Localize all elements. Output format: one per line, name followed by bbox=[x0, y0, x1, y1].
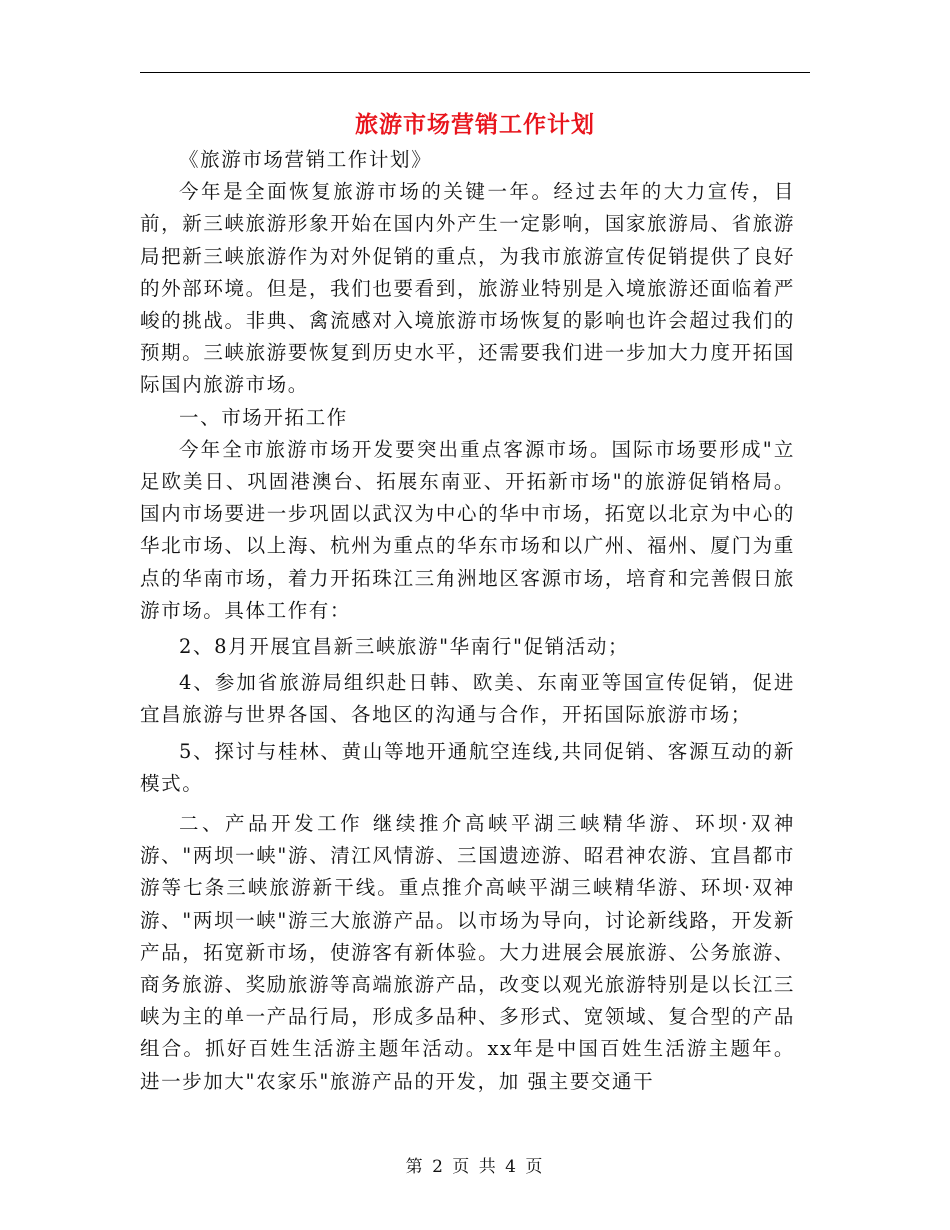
document-title: 旅游市场营销工作计划 bbox=[355, 111, 595, 138]
section-heading-market: 一、市场开拓工作 bbox=[179, 405, 348, 429]
paragraph-market: 今年全市旅游市场开发要突出重点客源市场。国际市场要形成"立足欧美日、巩固港澳台、拓展东南亚、开拓新市场"的旅游促销格局。国内市场要进一步巩固以武汉为中心的华中市场，拓宽以北京为中心的华北市场、以上海、杭州为重点的华东市场和以广州、福州、厦门为重点的华南市场，着力开拓珠江三角洲地区客源市场，培育和完善假日旅游市场。具体工作有： bbox=[140, 437, 795, 622]
list-item-5: 5、探讨与桂林、黄山等地开通航空连线,共同促销、客源互动的新模式。 bbox=[140, 739, 795, 795]
document-body bbox=[140, 144, 795, 1098]
page-number: 第 2 页 共 4 页 bbox=[405, 1157, 545, 1177]
paragraph-product: 二、产品开发工作 继续推介高峡平湖三峡精华游、环坝·双神游、"两坝一峡"游、清江风情游、三国遗迹游、昭君神农游、宜昌都市游等七条三峡旅游新干线。重点推介高峡平湖三峡精华游、环坝·双神游、"两坝一峡"游三大旅游产品。以市场为导向，讨论新线路，开发新产品，拓宽新市场，使游客有新体验。大力进展会展旅游、公务旅游、商务旅游、奖励旅游等高端旅游产品，改变以观光旅游特别是以长江三峡为主的单一产品行局，形成多品种、多形式、宽领域、复合型的产品组合。抓好百姓生活游主题年活动。xx年是中国百姓生活游主题年。进一步加大"农家乐"旅游产品的开发，加 强主要交通干 bbox=[140, 812, 795, 1093]
list-item-2: 2、8月开展宜昌新三峡旅游"华南行"促销活动； bbox=[179, 635, 630, 659]
paragraph-subtitle: 《旅游市场营销工作计划》 bbox=[179, 148, 433, 171]
paragraph-intro: 今年是全面恢复旅游市场的关键一年。经过去年的大力宣传，目前，新三峡旅游形象开始在国内外产生一定影响，国家旅游局、省旅游局把新三峡旅游作为对外促销的重点，为我市旅游宣传促销提供了良好的外部环境。但是，我们也要看到，旅游业特别是入境旅游还面临着严峻的挑战。非典、禽流感对入境旅游市场恢复的影响也许会超过我们的预期。三峡旅游要恢复到历史水平，还需要我们进一步加大力度开拓国际国内旅游市场。 bbox=[140, 180, 795, 397]
list-item-4: 4、参加省旅游局组织赴日韩、欧美、东南亚等国宣传促销，促进宜昌旅游与世界各国、各地区的沟通与合作，开拓国际旅游市场； bbox=[140, 671, 795, 727]
header-rule bbox=[140, 72, 810, 73]
